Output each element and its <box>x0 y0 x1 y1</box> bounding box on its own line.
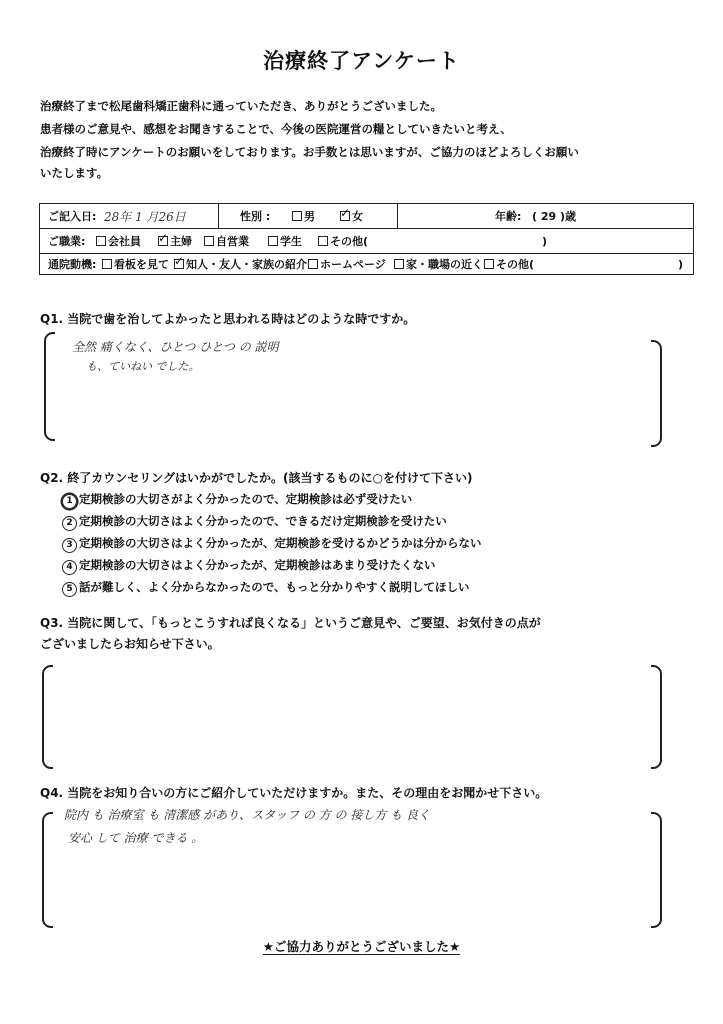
checkbox-male[interactable] <box>292 211 302 221</box>
age-label: 年齢: <box>495 210 522 223</box>
checkbox[interactable] <box>158 236 168 246</box>
checkbox[interactable] <box>102 259 112 269</box>
gender-female[interactable]: ✓ 女 <box>340 204 363 228</box>
intro-line-2: 患者様のご意見や、感想をお聞きすることで、今後の医院運営の糧としていきたいと考え、 <box>40 122 512 136</box>
q3-bracket-right <box>651 665 662 769</box>
occupation-label: ご職業: <box>48 235 86 248</box>
q2-option-5[interactable]: 5 話が難しく、よく分からなかったので、もっと分かりやすく説明してほしい <box>62 579 470 597</box>
reason-nearby[interactable]: 家・職場の近く <box>394 254 483 274</box>
reason-referral[interactable]: ✓ 知人・友人・家族の紹介 <box>174 254 307 274</box>
checkbox[interactable] <box>204 236 214 246</box>
age-value: ( 29 )歳 <box>532 210 577 223</box>
q1-bracket-left <box>44 332 55 441</box>
checkbox[interactable] <box>268 236 278 246</box>
thanks-text: ★ご協力ありがとうございました★ <box>262 939 461 954</box>
thanks-footer <box>0 937 723 955</box>
q4-question: Q4. 当院をお知り合いの方にご紹介していただけますか。また、その理由をお聞かせ下さい。 <box>40 786 548 800</box>
gender-male[interactable]: 男 <box>292 204 315 228</box>
info-row-reason <box>40 254 693 274</box>
occupation-housewife[interactable]: ✓ 主婦 <box>158 229 192 253</box>
intro-line-1: 治療終了まで松尾歯科矯正歯科に通っていただき、ありがとうございました。 <box>40 99 443 113</box>
reason-signboard[interactable]: 看板を見て <box>102 254 169 274</box>
intro-line-4: いたします。 <box>40 166 109 180</box>
occupation-close: ) <box>542 234 548 248</box>
date-value: 28年 1 月26日 <box>104 209 186 224</box>
reason-close: ) <box>678 257 684 271</box>
q4-bracket-left <box>42 812 53 928</box>
checkbox[interactable] <box>96 236 106 246</box>
gender-label: 性別 : <box>240 210 271 223</box>
q1-bracket-right <box>651 340 662 447</box>
intro-line-3: 治療終了時にアンケートのお願いをしております。お手数とは思いますが、ご協力のほどよろしくお願い <box>40 145 579 159</box>
q2-option-4[interactable]: 4 定期検診の大切さはよく分かったが、定期検診はあまり受けたくない <box>62 557 436 575</box>
checkbox[interactable] <box>174 259 184 269</box>
q2-option-3[interactable]: 3 定期検診の大切さはよく分かったが、定期検診を受けるかどうかは分からない <box>62 535 482 553</box>
q1-answer-line-1: 全然 痛くなく、ひとつ ひとつ の 説明 <box>72 340 279 354</box>
reason-other[interactable]: その他( <box>484 254 534 274</box>
q3-question-line-2: ございましたらお知らせ下さい。 <box>40 637 220 651</box>
occupation-student[interactable]: 学生 <box>268 229 302 253</box>
q2-option-1[interactable]: 1 定期検診の大切さがよく分かったので、定期検診は必ず受けたい <box>62 491 412 509</box>
info-row-occupation <box>40 229 693 254</box>
page-title: 治療終了アンケート <box>263 49 460 73</box>
checkbox-female[interactable] <box>340 211 350 221</box>
occupation-selfemployed[interactable]: 自営業 <box>204 229 249 253</box>
occupation-other[interactable]: その他( <box>318 229 368 253</box>
checkbox[interactable] <box>318 236 328 246</box>
date-label: ご記入日: <box>48 210 97 223</box>
checkbox[interactable] <box>308 259 318 269</box>
q4-bracket-right <box>651 812 662 928</box>
q1-answer-line-2: も、ていねい でした。 <box>86 360 200 373</box>
q3-bracket-left <box>42 665 53 769</box>
q3-question-line-1: Q3. 当院に関して、「もっとこうすれば良くなる」というご意見や、ご要望、お気付きの点が <box>40 616 541 630</box>
reason-homepage[interactable]: ホームページ <box>308 254 386 274</box>
q1-question: Q1. 当院で歯を治してよかったと思われる時はどのような時ですか。 <box>40 312 416 326</box>
checkbox[interactable] <box>484 259 494 269</box>
occupation-company[interactable]: 会社員 <box>96 229 141 253</box>
q4-answer-line-2: 安心 して 治療 できる 。 <box>68 831 204 845</box>
patient-info-table <box>39 203 694 275</box>
info-row-date <box>40 204 693 229</box>
q2-option-2[interactable]: 2 定期検診の大切さはよく分かったので、できるだけ定期検診を受けたい <box>62 513 447 531</box>
q4-answer-line-1: 院内 も 治療室 も 清潔感 があり、スタッフ の 方 の 接し方 も 良く <box>64 808 430 822</box>
reason-label: 通院動機: <box>48 258 97 271</box>
q2-question: Q2. 終了カウンセリングはいかがでしたか。(該当するものに○を付けて下さい) <box>40 471 473 485</box>
checkbox[interactable] <box>394 259 404 269</box>
